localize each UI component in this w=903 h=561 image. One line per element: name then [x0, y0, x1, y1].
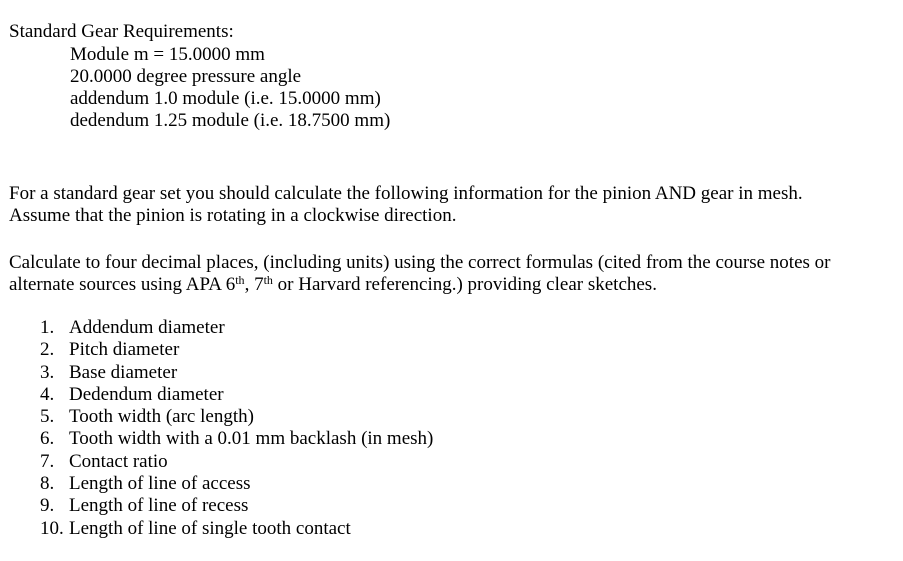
calculation-line-1: Calculate to four decimal places, (including units) using the correct formulas (cited from the course notes or — [9, 252, 831, 273]
instructions-line-1: For a standard gear set you should calculate the following information for the pinion AND gear in mesh. — [9, 183, 803, 204]
task-item — [40, 451, 433, 473]
task-number: 5. — [40, 406, 55, 428]
task-number: 3. — [40, 361, 55, 383]
instructions-line-2: Assume that the pinion is rotating in a clockwise direction. — [9, 205, 457, 226]
task-text: Tooth width with a 0.01 mm backlash (in mesh) — [69, 428, 434, 450]
requirement-addendum: addendum 1.0 module (i.e. 15.0000 mm) — [70, 88, 381, 109]
requirements-list — [70, 44, 390, 132]
task-item — [40, 317, 433, 339]
task-item — [40, 428, 433, 450]
task-text: Length of line of recess — [69, 495, 249, 517]
calculation-line-2 — [9, 274, 830, 296]
task-text: Length of line of access — [69, 473, 251, 495]
task-text: Tooth width (arc length) — [69, 406, 254, 428]
calculation-line-2-start: alternate sources using APA 6 — [9, 274, 236, 295]
task-number: 10. — [40, 517, 64, 539]
superscript-th-1: th — [235, 273, 245, 287]
requirements-title: Standard Gear Requirements: — [9, 21, 234, 42]
calculation-line-2-end: or Harvard referencing.) providing clear sketches. — [272, 274, 657, 295]
instructions-paragraph — [9, 183, 803, 227]
requirement-module: Module m = 15.0000 mm — [70, 44, 265, 65]
task-number: 6. — [40, 428, 55, 450]
task-item — [40, 495, 433, 517]
task-item — [40, 473, 433, 495]
requirement-dedendum: dedendum 1.25 module (i.e. 18.7500 mm) — [70, 110, 391, 131]
task-text: Base diameter — [69, 361, 178, 383]
task-item — [40, 362, 433, 384]
superscript-th-2: th — [263, 273, 273, 287]
task-item — [40, 339, 433, 361]
task-number: 9. — [40, 495, 55, 517]
task-text: Length of line of single tooth contact — [69, 517, 351, 539]
task-text: Addendum diameter — [69, 317, 225, 338]
calculation-line-2-separator: , 7 — [244, 274, 264, 295]
task-item — [40, 384, 433, 406]
task-number: 4. — [40, 383, 55, 405]
task-text: Dedendum diameter — [69, 383, 224, 405]
task-item — [40, 406, 433, 428]
requirement-pressure-angle: 20.0000 degree pressure angle — [70, 66, 302, 87]
task-text: Pitch diameter — [69, 339, 180, 361]
task-list — [40, 317, 433, 540]
task-text: Contact ratio — [69, 450, 168, 472]
task-number: 1. — [40, 317, 55, 338]
task-item — [40, 518, 433, 540]
task-number: 7. — [40, 450, 55, 472]
task-number: 8. — [40, 473, 55, 495]
task-number: 2. — [40, 339, 55, 361]
calculation-paragraph — [9, 252, 830, 296]
